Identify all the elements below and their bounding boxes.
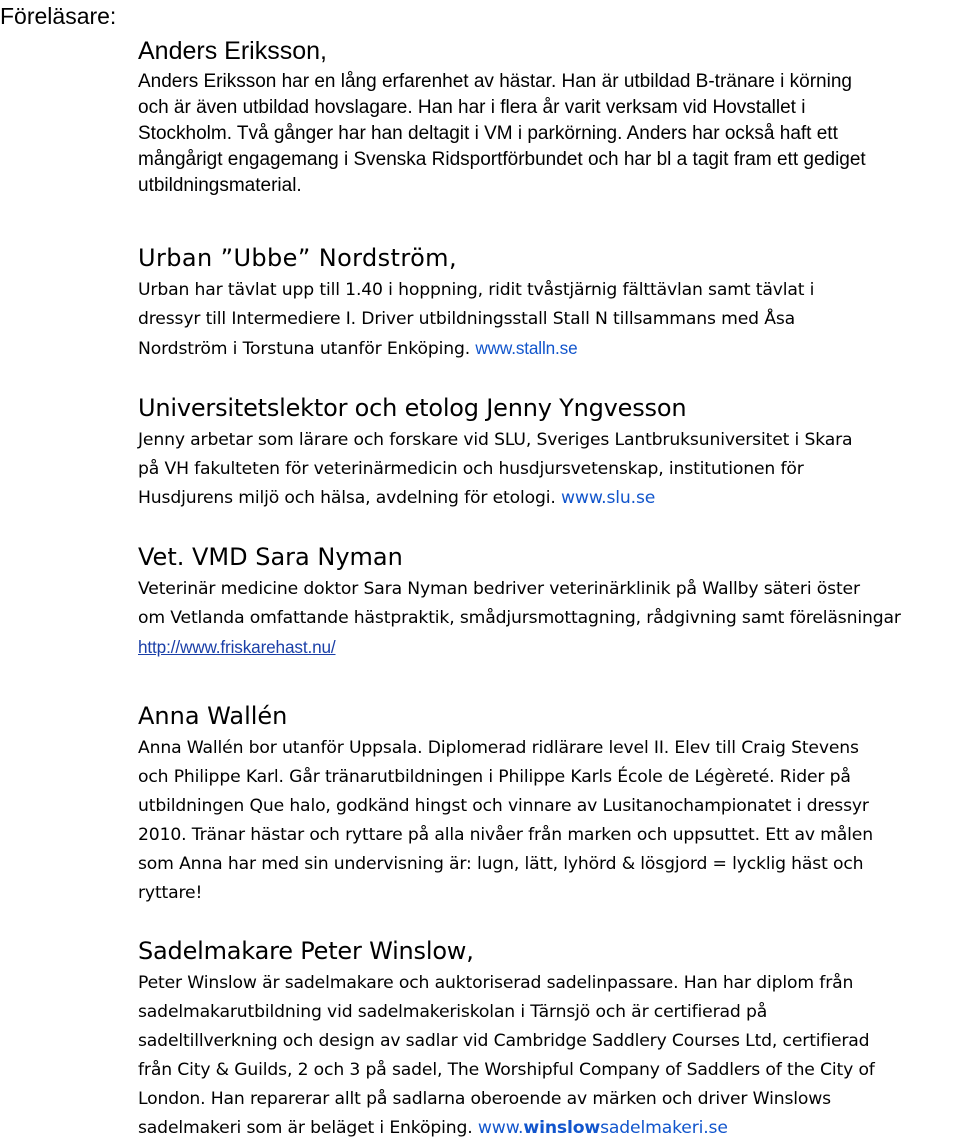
bio-line: om Vetlanda omfattande hästpraktik, smådjursmottagning, rådgivning samt föreläsningar <box>138 608 901 628</box>
bio-line: Peter Winslow är sadelmakare och auktoriserad sadelinpassare. Han har diplom från <box>138 973 854 993</box>
bio-line: sadelmakarutbildning vid sadelmakeriskolan i Tärnsjö och är certifierad på <box>138 1002 768 1022</box>
friskarehast-link[interactable]: http://www.friskarehast.nu/ <box>138 637 336 657</box>
bio-line: på VH fakulteten för veterinärmedicin och husdjursvetenskap, institutionen för <box>138 459 804 479</box>
bio-line: Veterinär medicine doktor Sara Nyman bedriver veterinärklinik på Wallby säteri öster <box>138 579 860 599</box>
bio-line: Urban har tävlat upp till 1.40 i hoppning, ridit tvåstjärnig fälttävlan samt tävlat i <box>138 280 815 300</box>
speaker-bio <box>138 734 960 908</box>
bio-line: dressyr till Intermediere I. Driver utbildningsstall Stall N tillsammans med Åsa <box>138 309 796 329</box>
bio-line: utbildningsmaterial. <box>138 175 302 196</box>
winslow-link-prefix: www. <box>477 1118 524 1138</box>
bio-line <box>138 334 960 364</box>
speaker-name: Urban ”Ubbe” Nordström, <box>138 244 457 272</box>
bio-line <box>138 484 960 513</box>
speaker-name: Anders Eriksson, <box>138 37 327 65</box>
speaker-name: Anna Wallén <box>138 702 288 730</box>
speaker-sara-nyman <box>138 539 960 663</box>
bio-line: mångårigt engagemang i Svenska Ridsportförbundet och har bl a tagit fram ett gediget <box>138 149 866 170</box>
speaker-peter-winslow <box>138 933 960 1143</box>
speaker-urban-nordstrom <box>138 240 960 364</box>
bio-line: som Anna har med sin undervisning är: lugn, lätt, lyhörd & lösgjord = lycklig häst och <box>138 854 864 874</box>
bio-line: från City & Guilds, 2 och 3 på sadel, The Worshipful Company of Saddlers of the City of <box>138 1060 875 1080</box>
stalln-link[interactable]: www.stalln.se <box>475 338 578 358</box>
bio-line: 2010. Tränar hästar och ryttare på alla nivåer från marken och uppsuttet. Ett av målen <box>138 825 873 845</box>
winslow-link[interactable] <box>478 1118 728 1138</box>
bio-line-text: sadelmakeri som är beläget i Enköping. <box>138 1118 478 1138</box>
bio-line: sadeltillverkning och design av sadlar vid Cambridge Saddlery Courses Ltd, certifierad <box>138 1031 870 1051</box>
speaker-name: Universitetslektor och etolog Jenny Yngvesson <box>138 394 687 422</box>
winslow-link-bold: winslow <box>523 1118 601 1138</box>
speaker-bio <box>138 276 960 364</box>
slu-link[interactable]: www.slu.se <box>561 488 656 508</box>
bio-line: och är även utbildad hovslagare. Han har i flera år varit verksam vid Hovstallet i <box>138 97 806 118</box>
bio-line: ryttare! <box>138 883 203 903</box>
bio-line: utbildningen Que halo, godkänd hingst och vinnare av Lusitanochampionatet i dressyr <box>138 796 869 816</box>
speaker-anders-eriksson <box>138 33 960 199</box>
bio-line <box>138 633 960 663</box>
speaker-name: Vet. VMD Sara Nyman <box>138 543 403 571</box>
bio-line-text: Husdjurens miljö och hälsa, avdelning för etologi. <box>138 488 561 508</box>
bio-line: Anna Wallén bor utanför Uppsala. Diplomerad ridlärare level II. Elev till Craig Stevens <box>138 738 859 758</box>
winslow-link-suffix: sadelmakeri.se <box>600 1118 728 1138</box>
speaker-bio <box>138 69 960 199</box>
bio-line: Jenny arbetar som lärare och forskare vid SLU, Sveriges Lantbruksuniversitet i Skara <box>138 430 853 450</box>
speaker-bio <box>138 426 960 513</box>
bio-line-text: Nordström i Torstuna utanför Enköping. <box>138 339 476 359</box>
bio-line: Anders Eriksson har en lång erfarenhet av hästar. Han är utbildad B-tränare i körning <box>138 71 852 92</box>
speaker-name: Sadelmakare Peter Winslow, <box>138 937 474 965</box>
page-title: Föreläsare: <box>0 3 117 29</box>
speaker-bio <box>138 575 960 663</box>
bio-line: London. Han reparerar allt på sadlarna oberoende av märken och driver Winslows <box>138 1089 831 1109</box>
bio-line: och Philippe Karl. Går tränarutbildningen i Philippe Karls École de Légèreté. Rider på <box>138 767 851 787</box>
speaker-bio <box>138 969 960 1143</box>
speaker-jenny-yngvesson <box>138 390 960 513</box>
bio-line: Stockholm. Två gånger har han deltagit i VM i parkörning. Anders har också haft ett <box>138 123 838 144</box>
speaker-anna-wallen <box>138 698 960 908</box>
